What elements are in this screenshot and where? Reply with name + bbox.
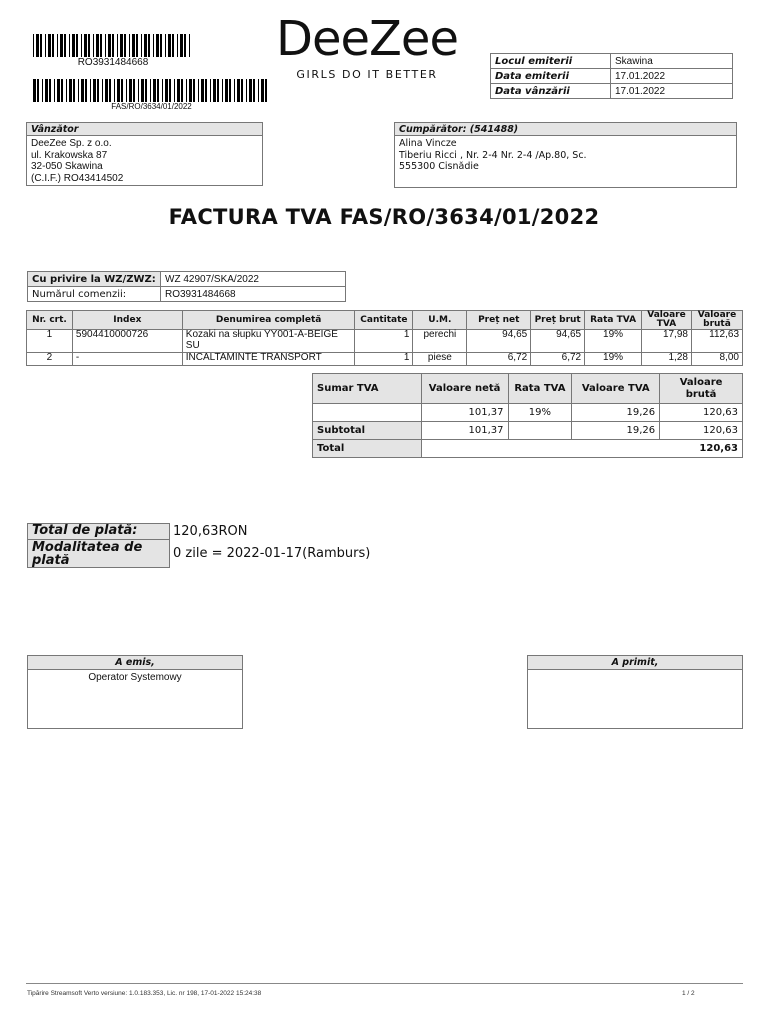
barcode-bar <box>180 34 183 57</box>
buyer-line: Alina Vincze <box>399 138 457 149</box>
summary-rate: 19% <box>508 404 572 422</box>
barcode-bar <box>157 79 159 102</box>
barcode-bar <box>189 34 190 57</box>
issued-by-box <box>27 655 243 729</box>
barcode-bar <box>52 34 54 57</box>
barcode-bar <box>57 79 60 102</box>
summary-col-header: Sumar TVA <box>313 374 422 404</box>
barcode-bar <box>177 79 180 102</box>
barcode-bar <box>126 79 127 102</box>
total-gross: 120,63 <box>421 440 742 458</box>
barcode-bar <box>117 79 120 102</box>
barcode-bar <box>156 34 159 57</box>
logo-tagline: GIRLS DO IT BETTER <box>296 68 438 81</box>
barcode-bar <box>141 34 142 57</box>
item-index: 5904410000726 <box>72 330 182 353</box>
total-label: Total <box>313 440 422 458</box>
barcode-bar <box>174 79 175 102</box>
summary-header-row <box>313 374 743 404</box>
barcode-bar <box>48 34 51 57</box>
payment-total-label: Total de plată: <box>28 524 170 540</box>
barcode-bar <box>145 79 147 102</box>
buyer-line: Tiberiu Ricci , Nr. 2-4 Nr. 2-4 /Ap.80, Sc. <box>399 149 587 161</box>
buyer-line: 555300 Cisnădie <box>399 161 479 172</box>
payment-table <box>27 523 371 568</box>
footer-divider <box>26 983 743 984</box>
barcode-bar <box>129 34 130 57</box>
barcode-bar <box>42 79 43 102</box>
table-row <box>27 353 743 366</box>
vat-summary-table <box>312 373 743 458</box>
barcode-bar <box>169 79 171 102</box>
barcode-bar <box>201 79 204 102</box>
barcode-bar <box>150 79 151 102</box>
summary-gross: 120,63 <box>660 404 743 422</box>
barcode-bar <box>129 79 132 102</box>
barcode-bar <box>93 79 96 102</box>
reference-value: RO3931484668 <box>161 287 346 302</box>
barcode-bar <box>102 79 103 102</box>
barcode-bar <box>261 79 264 102</box>
buyer-details <box>395 136 736 175</box>
issued-by-header: A emis, <box>28 656 242 670</box>
barcode-bar <box>93 34 94 57</box>
barcode-bar <box>120 34 123 57</box>
summary-total-row <box>313 440 743 458</box>
barcode-bar <box>246 79 247 102</box>
barcode-bar <box>81 34 82 57</box>
subtotal-label: Subtotal <box>313 422 422 440</box>
barcode-bar <box>57 34 58 57</box>
barcode-bar <box>162 79 163 102</box>
seller-box <box>26 122 263 186</box>
barcode-bar <box>258 79 259 102</box>
barcode-bar <box>36 34 39 57</box>
barcode-bar <box>144 34 147 57</box>
barcode-bar <box>33 34 34 57</box>
item-gross-value: 8,00 <box>691 353 742 366</box>
summary-col-header: Valoare netă <box>421 374 508 404</box>
payment-method-value: 0 zile = 2022-01-17(Ramburs) <box>173 546 371 561</box>
barcode-bar <box>205 79 207 102</box>
barcode-bar <box>69 34 70 57</box>
seller-line: DeeZee Sp. z o.o. <box>31 138 112 149</box>
summary-col-header: Rata TVA <box>508 374 572 404</box>
barcode-bar <box>136 34 138 57</box>
barcode-bar <box>105 34 106 57</box>
item-net: 94,65 <box>467 330 531 353</box>
summary-net: 101,37 <box>421 404 508 422</box>
issue-meta-table <box>490 53 733 99</box>
payment-total-value: 120,63RON <box>173 524 248 539</box>
barcode-bar <box>84 34 87 57</box>
barcode-bar <box>153 34 154 57</box>
meta-label: Data emiterii <box>491 69 611 84</box>
barcode-bar <box>114 79 115 102</box>
barcode-bar <box>121 79 123 102</box>
barcode-bar <box>186 79 187 102</box>
barcode-bar <box>33 79 36 102</box>
reference-table <box>27 271 346 302</box>
seller-line: 32-050 Skawina <box>31 161 103 172</box>
barcode-bar <box>124 34 126 57</box>
company-logo <box>272 10 462 81</box>
col-header: Valoare TVA <box>642 311 692 330</box>
item-qty: 1 <box>355 330 413 353</box>
barcode-bar <box>241 79 243 102</box>
buyer-header: Cumpărător: (541488) <box>395 123 736 136</box>
item-vat-rate: 19% <box>585 330 642 353</box>
seller-header: Vânzător <box>27 123 262 136</box>
col-header: U.M. <box>413 311 467 330</box>
barcode-bar <box>213 79 216 102</box>
barcode-bar <box>193 79 195 102</box>
barcode-bar <box>217 79 219 102</box>
col-header: Denumirea completă <box>182 311 355 330</box>
summary-col-header: Valoare brută <box>660 374 743 404</box>
barcode-bar <box>198 79 199 102</box>
barcode-bar <box>148 34 150 57</box>
item-um: piese <box>413 353 467 366</box>
item-name: Kozaki na słupku YY001-A-BEIGE SU <box>182 330 355 353</box>
seller-details <box>27 136 262 186</box>
meta-value: 17.01.2022 <box>611 84 733 99</box>
footer-page-number: 1 / 2 <box>682 990 695 997</box>
barcode-bar <box>85 79 87 102</box>
barcode-bar <box>45 79 48 102</box>
payment-method-row <box>28 540 371 568</box>
invoice-title: FACTURA TVA FAS/RO/3634/01/2022 <box>168 205 600 229</box>
barcode-bar <box>133 79 135 102</box>
item-nr: 1 <box>27 330 73 353</box>
barcode-bar <box>81 79 84 102</box>
reference-row <box>28 287 346 302</box>
barcode-bar <box>90 79 91 102</box>
barcode-bar <box>160 34 162 57</box>
subtotal-net: 101,37 <box>421 422 508 440</box>
barcode-bar <box>132 34 135 57</box>
barcode-order <box>33 34 193 57</box>
received-by-box <box>527 655 743 729</box>
barcode-bar <box>222 79 223 102</box>
barcode-bar <box>64 34 66 57</box>
col-header: Cantitate <box>355 311 413 330</box>
barcode-bar <box>97 79 99 102</box>
barcode-bar <box>73 79 75 102</box>
summary-rate-row <box>313 404 743 422</box>
payment-total-row <box>28 524 371 540</box>
summary-vat: 19,26 <box>572 404 660 422</box>
barcode-bar <box>60 34 63 57</box>
barcode-bar <box>253 79 255 102</box>
meta-label: Locul emiterii <box>491 54 611 69</box>
item-gross: 6,72 <box>531 353 585 366</box>
col-header: Rata TVA <box>585 311 642 330</box>
meta-value: Skawina <box>611 54 733 69</box>
barcode-bar <box>88 34 90 57</box>
barcode-invoice <box>33 79 270 102</box>
received-by-header: A primit, <box>528 656 742 670</box>
barcode-bar <box>265 79 267 102</box>
buyer-box <box>394 122 737 188</box>
barcode-bar <box>61 79 63 102</box>
summary-subtotal-row <box>313 422 743 440</box>
meta-row <box>491 69 733 84</box>
item-gross: 94,65 <box>531 330 585 353</box>
subtotal-vat: 19,26 <box>572 422 660 440</box>
item-net: 6,72 <box>467 353 531 366</box>
barcode-bar <box>210 79 211 102</box>
barcode-bar <box>141 79 144 102</box>
meta-label: Data vânzării <box>491 84 611 99</box>
barcode-bar <box>54 79 55 102</box>
barcode-bar <box>37 79 39 102</box>
item-qty: 1 <box>355 353 413 366</box>
barcode-bar <box>181 79 183 102</box>
barcode-bar <box>49 79 51 102</box>
items-table <box>26 310 743 366</box>
table-row <box>27 330 743 353</box>
summary-col-header: Valoare TVA <box>572 374 660 404</box>
reference-label: Numărul comenzii: <box>28 287 161 302</box>
col-header: Preț net <box>467 311 531 330</box>
barcode-order-label: RO3931484668 <box>77 57 149 68</box>
col-header: Nr. crt. <box>27 311 73 330</box>
barcode-bar <box>184 34 186 57</box>
barcode-bar <box>249 79 252 102</box>
barcode-bar <box>225 79 228 102</box>
seller-line: (C.I.F.) RO43414502 <box>31 172 124 184</box>
barcode-bar <box>69 79 72 102</box>
barcode-bar <box>168 34 171 57</box>
barcode-bar <box>105 79 108 102</box>
barcode-bar <box>165 79 168 102</box>
item-vat-value: 1,28 <box>642 353 692 366</box>
meta-row <box>491 54 733 69</box>
meta-row <box>491 84 733 99</box>
barcode-bar <box>45 34 46 57</box>
barcode-bar <box>165 34 166 57</box>
barcode-bar <box>109 79 111 102</box>
barcode-bar <box>78 79 79 102</box>
barcode-bar <box>112 34 114 57</box>
summary-empty-cell <box>313 404 422 422</box>
barcode-bar <box>66 79 67 102</box>
reference-row <box>28 272 346 287</box>
item-nr: 2 <box>27 353 73 366</box>
col-header: Preț brut <box>531 311 585 330</box>
barcode-bar <box>117 34 118 57</box>
seller-line: ul. Krakowska 87 <box>31 149 108 161</box>
barcode-bar <box>76 34 78 57</box>
barcode-bar <box>138 79 139 102</box>
barcode-bar <box>100 34 102 57</box>
barcode-bar <box>72 34 75 57</box>
subtotal-rate <box>508 422 572 440</box>
barcode-bar <box>96 34 99 57</box>
footer-print-info: Tipărire Streamsoft Verto versiune: 1.0.183.353, Lic. nr 198, 17-01-2022 15:24:38 <box>27 990 262 997</box>
reference-label: Cu privire la WZ/ZWZ: <box>28 272 161 287</box>
meta-value: 17.01.2022 <box>611 69 733 84</box>
item-vat-rate: 19% <box>585 353 642 366</box>
subtotal-gross: 120,63 <box>660 422 743 440</box>
barcode-bar <box>189 79 192 102</box>
logo-brand: DeeZee <box>276 11 458 67</box>
barcode-bar <box>40 34 42 57</box>
item-um: perechi <box>413 330 467 353</box>
item-vat-value: 17,98 <box>642 330 692 353</box>
barcode-bar <box>172 34 174 57</box>
barcode-bar <box>234 79 235 102</box>
items-header-row <box>27 311 743 330</box>
issued-by-name: Operator Systemowy <box>88 672 182 683</box>
item-index: - <box>72 353 182 366</box>
payment-method-label: Modalitatea de plată <box>28 540 170 568</box>
reference-value: WZ 42907/SKA/2022 <box>161 272 346 287</box>
item-gross-value: 112,63 <box>691 330 742 353</box>
barcode-invoice-label: FAS/RO/3634/01/2022 <box>111 102 192 111</box>
barcode-bar <box>153 79 156 102</box>
item-name: INCALTAMINTE TRANSPORT <box>182 353 355 366</box>
barcode-bar <box>237 79 240 102</box>
col-header: Valoare brută <box>691 311 742 330</box>
barcode-bar <box>177 34 178 57</box>
barcode-bar <box>229 79 231 102</box>
col-header: Index <box>72 311 182 330</box>
barcode-bar <box>108 34 111 57</box>
